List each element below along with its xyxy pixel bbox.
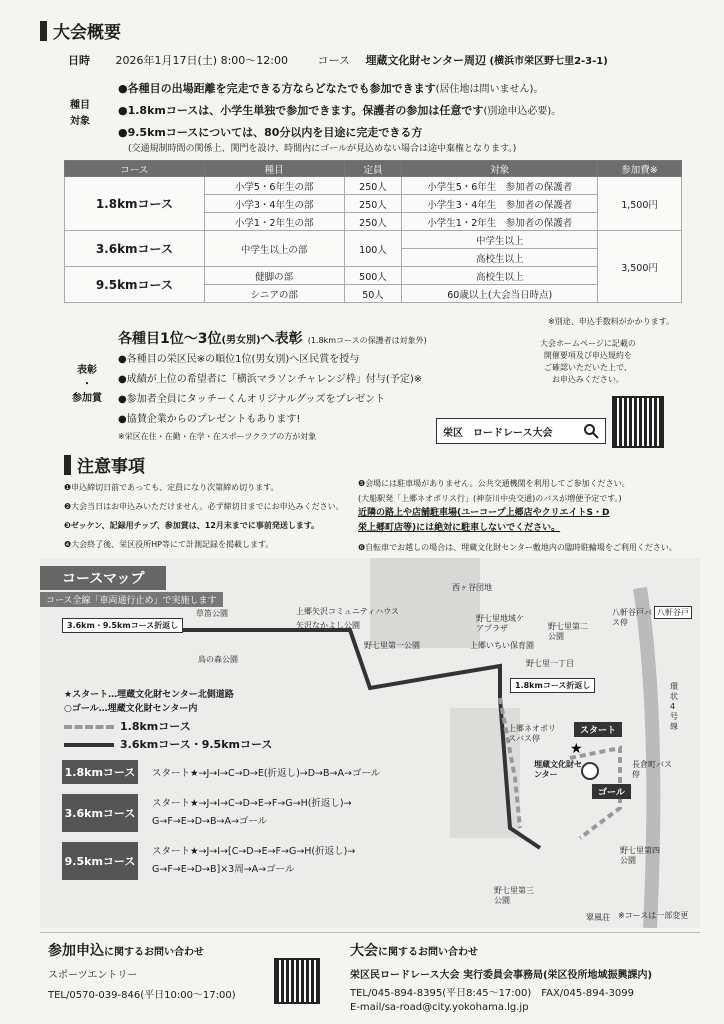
turn-label-long: 3.6km・9.5kmコース折返し	[62, 618, 183, 633]
map-title: コースマップ	[40, 566, 166, 590]
place-label: 埋蔵文化財センター	[534, 760, 582, 779]
note-item: 近隣の路上や店舗駐車場(ユーコープ上郷店やクリエイトS・D	[358, 508, 610, 518]
heading-bar	[40, 21, 47, 41]
map-subtitle: コース全線「車両通行止め」で実施します	[40, 592, 223, 607]
map-legend	[64, 688, 272, 752]
course-address: (横浜市栄区野七里2-3-1)	[489, 56, 608, 67]
table-cell: 250人	[344, 213, 402, 231]
note-item: ❹大会終了後、栄区役所HP等にて計測記録を掲載します。	[64, 540, 274, 549]
table-cell: 500人	[344, 267, 402, 285]
route-steps: スタート★→J→I→C→D→E(折返し)→D→B→A→ゴール	[152, 768, 381, 779]
place-label: 野七里第一公園	[364, 641, 420, 650]
place-label: 長倉町バス停	[632, 760, 672, 779]
eligibility-line-3: ●9.5kmコースについては、80分以内を目途に完走できる方	[118, 126, 423, 139]
awards-footnote: ※栄区在住・在勤・在学・在スポーツクラブの方が対象	[118, 432, 317, 441]
table-cell-course: 3.6kmコース	[65, 231, 205, 267]
map-block	[370, 558, 480, 648]
search-text: 栄区 ロードレース大会	[443, 427, 553, 439]
table-cell: 中学生以上	[402, 231, 598, 249]
table-header: 参加費※	[598, 161, 682, 177]
place-label: 西ヶ谷団地	[452, 583, 492, 592]
notes-heading	[64, 452, 145, 477]
route-row	[62, 794, 380, 832]
legend-short: 1.8kmコース	[64, 720, 272, 734]
legend-long-swatch	[64, 743, 114, 747]
table-cell-course: 9.5kmコース	[65, 267, 205, 303]
heading-bar	[64, 455, 71, 475]
legend-goal: ○ゴール…埋蔵文化財センター内	[64, 704, 198, 714]
map-title-wrap	[40, 566, 223, 607]
eligibility-line-1: ●各種目の出場距離を完走できる方ならどなたでも参加できます(居住地は問いません)。	[118, 82, 544, 95]
table-cell: 小学5・6年生の部	[204, 177, 344, 195]
table-cell: 中学生以上の部	[204, 231, 344, 267]
qr-code-entry	[274, 958, 320, 1004]
route-label: 3.6kmコース	[62, 794, 138, 832]
goal-label: ゴール	[592, 784, 631, 799]
table-cell-course: 1.8kmコース	[65, 177, 205, 231]
note-item: ❶申込締切日前であっても、定員になり次第締め切ります。	[64, 483, 279, 492]
table-cell: 50人	[344, 285, 402, 303]
route-steps: スタート★→J→I→[C→D→E→F→G→H(折返し)→ G→F→E→D→B]×3周→A→ゴール	[152, 846, 356, 875]
route-row	[62, 760, 380, 784]
table-cell-fee: 1,500円	[598, 177, 682, 231]
place-label: 野七里第二公園	[548, 622, 588, 641]
road-ring-4	[640, 588, 653, 928]
table-cell: 小学1・2年生の部	[204, 213, 344, 231]
table-cell-fee: 3,500円	[598, 231, 682, 303]
table-cell: 250人	[344, 195, 402, 213]
table-cell: 健脚の部	[204, 267, 344, 285]
map-change-note: ※コースは一部変更	[618, 911, 689, 920]
place-label: 野七里一丁目	[526, 659, 574, 668]
note-item: ❸ゼッケン、記録用チップ、参加賞は、12月末までに事前発送します。	[64, 521, 320, 530]
note-item: ❺会場には駐車場がありません。公共交通機関を利用してご参加ください。	[358, 479, 630, 488]
awards-line: ●成績が上位の希望者に「横浜マラソンチャレンジ枠」付与(予定)※	[118, 374, 423, 385]
note-item: (大船駅発「上郷ネオポリス行」(神奈川中央交通)のバスが増便予定です。)	[358, 494, 622, 503]
place-label: 上郷ネオポリスバス停	[508, 724, 556, 743]
legend-long: 3.6kmコース・9.5kmコース	[64, 738, 272, 752]
table-header: 定員	[344, 161, 402, 177]
date-row	[68, 52, 608, 68]
awards-heading: 各種目1位〜3位(男女別)へ表彰 (1.8kmコースの保護者は対象外)	[118, 331, 427, 347]
note-item: ❻自転車でお越しの場合は、埋蔵文化財センター敷地内の臨時駐輪場をご利用ください。	[358, 543, 677, 552]
notes-left	[64, 478, 344, 554]
table-header-row	[65, 161, 682, 177]
route-label: 9.5kmコース	[62, 842, 138, 880]
table-cell: 小学生3・4年生 参加者の保護者	[402, 195, 598, 213]
table-row	[65, 177, 682, 195]
course-label: コース	[317, 54, 350, 67]
eligibility-sub: (交通規制時間の関係上、関門を設け、時間内にゴールが見込めない場合は途中棄権となります。)	[128, 144, 517, 154]
date-label: 日時	[68, 54, 90, 67]
notes-title: 注意事項	[77, 457, 145, 477]
table-header: 種目	[204, 161, 344, 177]
table-cell: 高校生以上	[402, 249, 598, 267]
table-cell: 小学生1・2年生 参加者の保護者	[402, 213, 598, 231]
place-label: 上郷いちい保育園	[470, 641, 534, 650]
place-label: 野七里地域ケアプラザ	[476, 614, 524, 633]
awards-line: ●各種目の栄区民※の順位1位(男女別)へ区民賞を授与	[118, 354, 360, 365]
table-header: コース	[65, 161, 205, 177]
table-cell: 高校生以上	[402, 267, 598, 285]
fee-table	[64, 160, 682, 303]
awards-list	[118, 350, 422, 444]
awards-label: 表彰 ・ 参加賞	[72, 365, 102, 404]
route-label: 1.8kmコース	[62, 760, 138, 784]
contact-divider	[40, 932, 700, 933]
place-label: 草笛公園	[196, 609, 228, 618]
search-icon[interactable]	[583, 423, 599, 439]
entry-contact-heading: 参加申込に関するお問い合わせ	[48, 943, 204, 959]
table-cell: 100人	[344, 231, 402, 267]
goal-marker	[582, 763, 598, 779]
entry-tel: TEL/0570-039-846(平日10:00〜17:00)	[48, 990, 236, 1001]
table-cell: 小学3・4年生の部	[204, 195, 344, 213]
table-cell: 60歳以上(大会当日時点)	[402, 285, 598, 303]
place-label: 野七里第四公園	[620, 846, 660, 865]
eligibility-list	[118, 78, 561, 155]
table-cell: 小学生5・6年生 参加者の保護者	[402, 177, 598, 195]
event-email: E-mail/sa-road@city.yokohama.lg.jp	[350, 1002, 529, 1013]
overview-heading	[40, 18, 121, 43]
event-contact-heading: 大会に関するお問い合わせ	[350, 943, 478, 959]
place-label: 野七里第三公園	[494, 886, 534, 905]
place-label: 上郷矢沢コミュニティハウス	[296, 607, 399, 616]
eligibility-label-2: 対象	[70, 116, 90, 127]
start-label: スタート	[574, 722, 622, 737]
place-label: 矢沢なかよし公園	[296, 621, 360, 630]
table-cell: 250人	[344, 177, 402, 195]
awards-line: ●協賛企業からのプレゼントもあります!	[118, 414, 301, 425]
table-cell: シニアの部	[204, 285, 344, 303]
entry-org: スポーツエントリー	[48, 970, 138, 981]
event-tel: TEL/045-894-8395(平日8:45〜17:00) FAX/045-894-3099	[350, 988, 635, 999]
hp-notice: 大会ホームページに記載の 開催要項及び申込規約を ご確認いただいた上で、 お申込みください。	[540, 339, 636, 384]
eligibility-label-1: 種目	[70, 100, 90, 111]
notes-right	[358, 476, 677, 555]
place-label: 八軒谷戸バス停	[612, 608, 652, 627]
turn-label-short: 1.8kmコース折返し	[510, 678, 595, 693]
overview-title: 大会概要	[53, 23, 121, 43]
table-row	[65, 267, 682, 285]
table-header: 対象	[402, 161, 598, 177]
course-value: 埋蔵文化財センター周辺	[365, 54, 486, 67]
route-steps: スタート★→J→I→C→D→E→F→G→H(折返し)→ G→F→E→D→B→A→ゴール	[152, 798, 352, 827]
table-row	[65, 231, 682, 249]
eligibility-label	[70, 98, 90, 130]
legend-short-swatch	[64, 725, 114, 729]
table-note: ※別途、申込手数料がかかります。	[548, 317, 675, 326]
place-label: 鳥の森公園	[198, 655, 238, 664]
route-list	[62, 760, 380, 880]
search-box[interactable]	[436, 418, 606, 444]
route-row	[62, 842, 380, 880]
fee-table-wrap	[64, 160, 682, 303]
legend-start: ★スタート…埋蔵文化財センター北側道路	[64, 690, 234, 700]
awards-line: ●参加者全員にタッチーくんオリジナルグッズをプレゼント	[118, 394, 386, 405]
place-label: 環状4号線	[670, 682, 678, 731]
place-label: 八軒谷戸	[654, 606, 692, 619]
qr-code-hp	[612, 396, 664, 448]
start-star: ★	[570, 741, 583, 757]
eligibility-line-2: ●1.8kmコースは、小学生単独で参加できます。保護者の参加は任意です(別途申込必要)。	[118, 104, 562, 117]
note-item: 栄上郷町店等)には絶対に駐車しないでください。	[358, 523, 561, 533]
event-org: 栄区民ロードレース大会 実行委員会事務局(栄区役所地域振興課内)	[350, 970, 653, 981]
date-value: 2026年1月17日(土) 8:00〜12:00	[115, 54, 288, 67]
note-item: ❷大会当日はお申込みいただけません。必ず締切日までにお申込みください。	[64, 502, 344, 511]
place-label: 翠風荘	[586, 913, 610, 922]
